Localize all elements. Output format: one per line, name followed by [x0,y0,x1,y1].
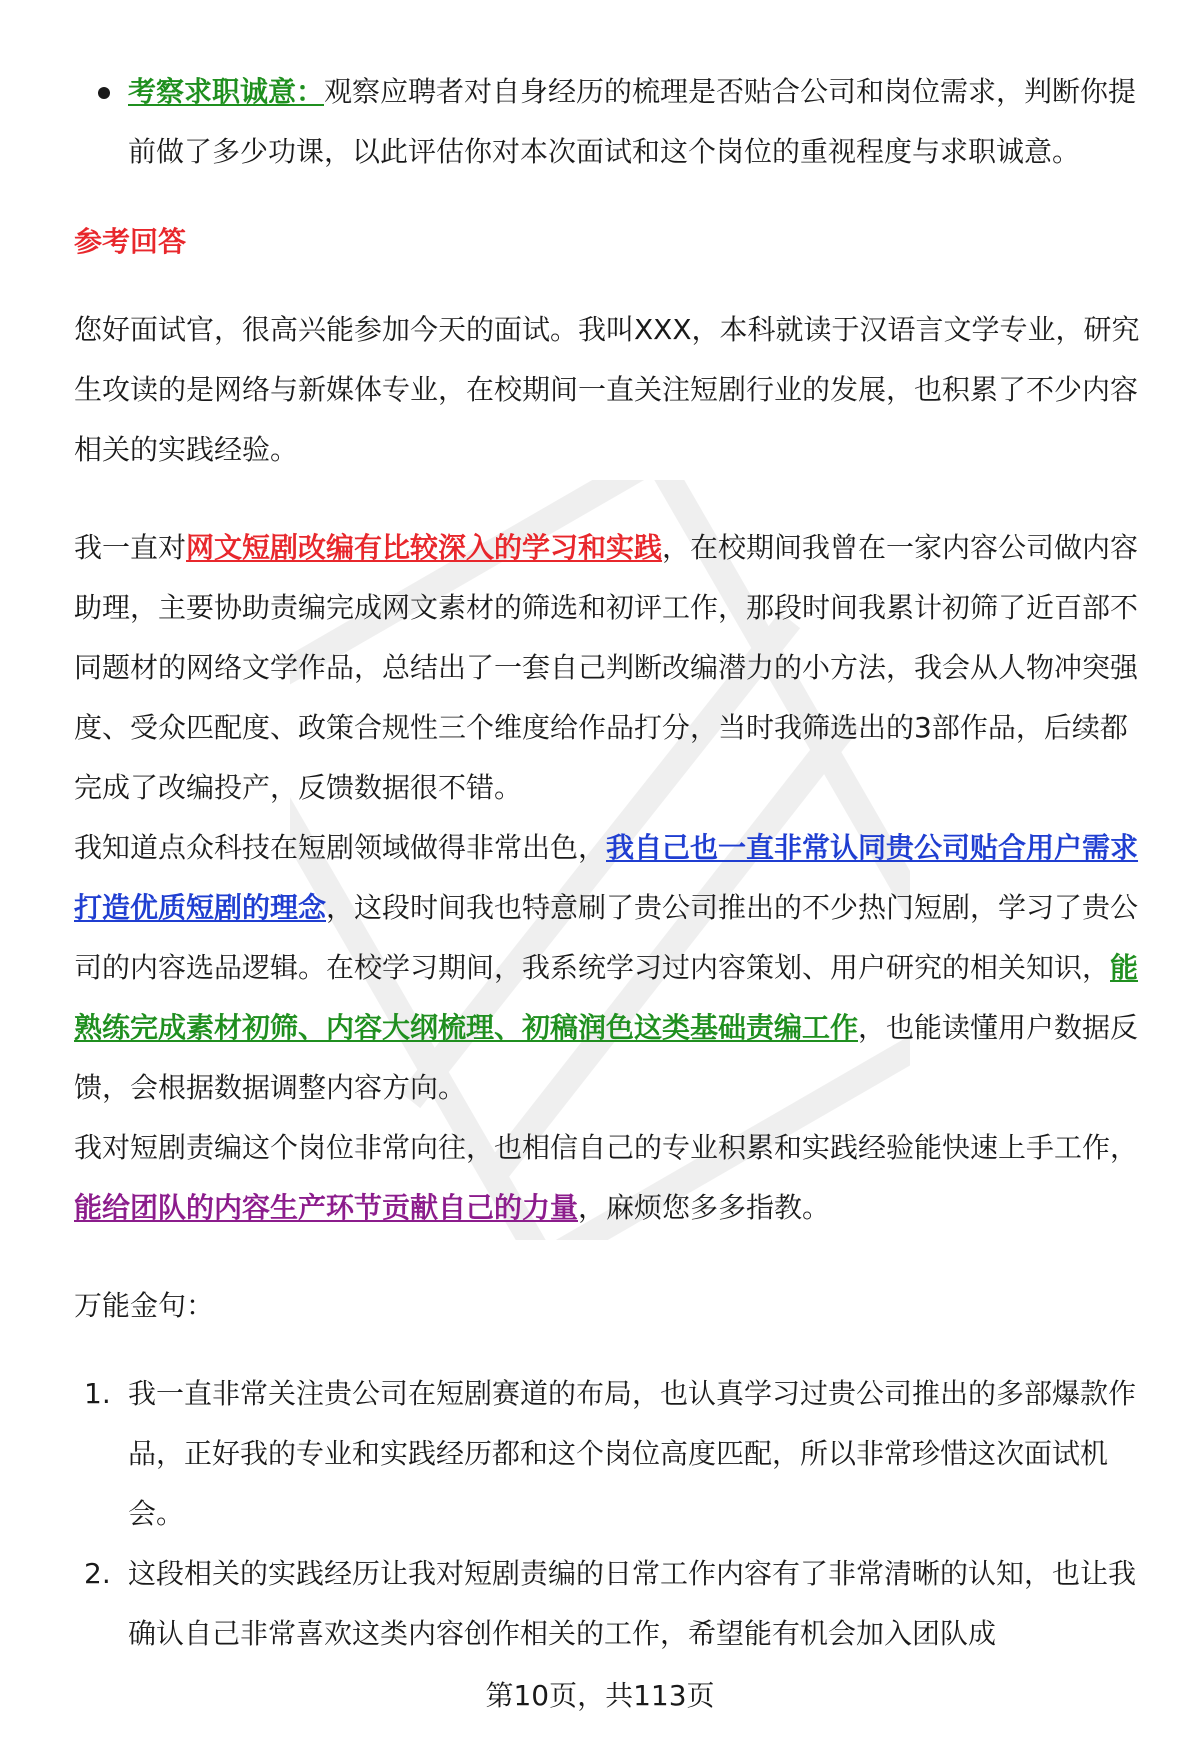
list-number: 2. [84,1557,111,1590]
para3-highlight-2: 能熟练完成素材初筛、内容大纲梳理、初稿润色这类基础责编工作 [74,951,1139,1044]
document-content [74,62,1146,1664]
answer-paragraph-3 [74,818,1146,1118]
bullet-dot-icon [98,87,110,99]
section-heading: 参考回答 [74,225,187,258]
answer-paragraph-1: 您好面试官，很高兴能参加今天的面试。我叫XXX，本科就读于汉语言文学专业，研究生攻读的是网络与新媒体专业，在校期间一直关注短剧行业的发展，也积累了不少内容相关的实践经验。 [74,313,1140,466]
answer-paragraph-4 [74,1118,1146,1238]
list-number: 1. [84,1377,111,1410]
intro-bullet-text: 观察应聘者对自身经历的梳理是否贴合公司和岗位需求，判断你提前做了多少功课，以此评估你对本次面试和这个岗位的重视程度与求职诚意。 [128,75,1137,168]
para3-highlight-1: 我自己也一直非常认同贵公司贴合用户需求打造优质短剧的理念 [74,831,1139,924]
para3-text-before: 我知道点众科技在短剧领域做得非常出色， [74,831,607,864]
para3-text-middle: ，这段时间我也特意刷了贵公司推出的不少热门短剧，学习了贵公司的内容选品逻辑。在校学习期间，我系统学习过内容策划、用户研究的相关知识， [74,891,1139,984]
golden-list-item [74,1544,1146,1664]
para2-text-before: 我一直对 [74,531,187,564]
para4-text-after: ，麻烦您多多指教。 [578,1191,831,1224]
list-item-text: 我一直非常关注贵公司在短剧赛道的布局，也认真学习过贵公司推出的多部爆款作品，正好我的专业和实践经历都和这个岗位高度匹配，所以非常珍惜这次面试机会。 [128,1377,1137,1530]
para2-text-after: ，在校期间我曾在一家内容公司做内容助理，主要协助责编完成网文素材的筛选和初评工作，那段时间我累计初筛了近百部不同题材的网络文学作品，总结出了一套自己判断改编潜力的小方法，我会从人物冲突强度、受众匹配度、政策合规性三个维度给作品打分，当时我筛选出的3部作品，后续都完成了改编投产，反馈数据很不错。 [74,531,1139,804]
golden-sentences-title: 万能金句： [74,1289,215,1322]
intro-bullet-item [74,62,1146,182]
golden-list-item [74,1364,1146,1544]
intro-bullet-label: 考察求职诚意： [128,75,325,108]
answer-paragraph-2 [74,518,1146,818]
para4-text-before: 我对短剧责编这个岗位非常向往，也相信自己的专业积累和实践经验能快速上手工作， [74,1131,1139,1164]
para2-highlight: 网文短剧改编有比较深入的学习和实践 [186,531,663,564]
list-item-text: 这段相关的实践经历让我对短剧责编的日常工作内容有了非常清晰的认知，也让我确认自己非常喜欢这类内容创作相关的工作，希望能有机会加入团队成 [128,1557,1137,1650]
para4-highlight: 能给团队的内容生产环节贡献自己的力量 [74,1191,579,1224]
page-footer: 第10页，共113页 [485,1679,715,1712]
para3-text-after: ，也能读懂用户数据反馈，会根据数据调整内容方向。 [74,1011,1139,1104]
